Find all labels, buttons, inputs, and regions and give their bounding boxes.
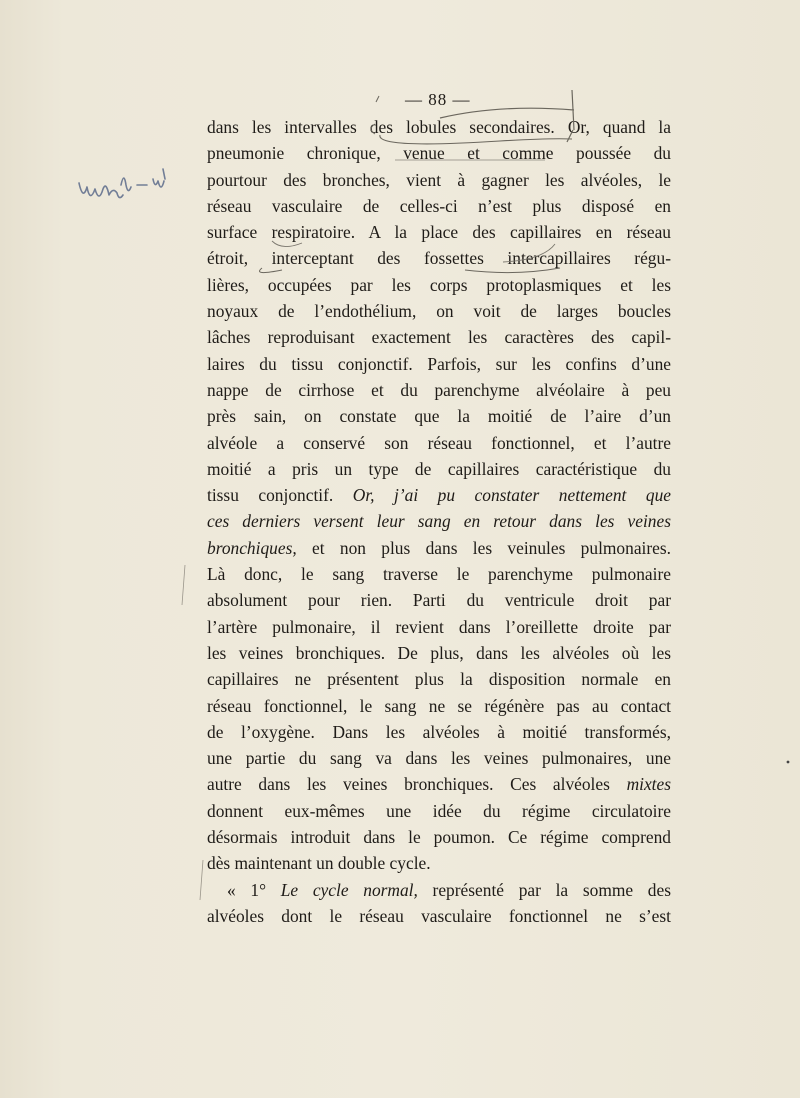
- text-segment: dans les intervalles des lobules secondaires. Or, quand la: [207, 117, 671, 137]
- text-segment: noyaux de l’endothélium, on voit de larges boucles: [207, 301, 671, 322]
- text-line: [207, 219, 671, 245]
- text-line: [207, 482, 671, 508]
- text-segment: alvéoles dont le réseau vasculaire fonctionnel ne s’est: [207, 905, 671, 926]
- text-line: [207, 745, 671, 771]
- text-segment: absolument pour rien. Parti du ventricule droit par: [207, 590, 671, 611]
- text-segment: moitié a pris un type de capillaires caractéristique du: [207, 458, 671, 479]
- text-segment: pneumonie chronique, venue et comme poussée du: [207, 143, 671, 164]
- text-segment: réseau vasculaire de celles-ci n’est plus disposé en: [207, 195, 671, 216]
- text-line: [207, 771, 671, 797]
- italic-text: bronchiques,: [207, 537, 297, 558]
- text-segment: étroit, interceptant des fossettes intercapillaires régu-: [207, 248, 671, 269]
- text-line: [207, 167, 671, 193]
- text-line: [207, 351, 671, 377]
- text-line: [207, 114, 671, 140]
- text-segment: capillaires ne présentent plus la disposition normale en: [207, 669, 671, 690]
- italic-text: Le cycle normal,: [280, 879, 418, 900]
- text-line: [207, 377, 671, 403]
- text-segment: Là donc, le sang traverse le parenchyme pulmonaire: [207, 564, 671, 585]
- text-segment: laires du tissu conjonctif. Parfois, sur les confins d’une: [207, 353, 671, 374]
- text-line: [207, 824, 671, 850]
- text-line: [207, 508, 671, 534]
- text-line: [207, 561, 671, 587]
- text-line: [207, 245, 671, 271]
- text-segment: lières, occupées par les corps protoplasmiques et les: [207, 274, 671, 295]
- text-line: [207, 456, 671, 482]
- text-line: [207, 403, 671, 429]
- text-segment: près sain, on constate que la moitié de l’aire d’un: [207, 406, 671, 427]
- text-segment: les veines bronchiques. De plus, dans les alvéoles où les: [207, 642, 671, 663]
- text-line: [207, 850, 671, 876]
- italic-text: ces derniers versent leur sang en retour dans les veines: [207, 511, 671, 532]
- text-line: [207, 587, 671, 613]
- text-segment: nappe de cirrhose et du parenchyme alvéolaire à peu: [207, 379, 671, 400]
- text-line: [207, 666, 671, 692]
- text-segment: tissu conjonctif.: [207, 485, 353, 506]
- text-line: [207, 272, 671, 298]
- text-segment: réseau fonctionnel, le sang ne se régénère pas au contact: [207, 695, 671, 716]
- text-segment: désormais introduit dans le poumon. Ce régime comprend: [207, 827, 671, 848]
- page-number: — 88 —: [405, 90, 471, 109]
- body-text: [207, 114, 671, 929]
- text-segment: de l’oxygène. Dans les alvéoles à moitié transformés,: [207, 721, 671, 742]
- text-line: [207, 719, 671, 745]
- text-line: [207, 430, 671, 456]
- text-line: [207, 140, 671, 166]
- text-segment: autre dans les veines bronchiques. Ces alvéoles: [207, 774, 627, 795]
- text-line: [207, 640, 671, 666]
- handwritten-margin-note: [75, 165, 190, 225]
- text-segment: « 1°: [227, 879, 281, 900]
- text-segment: surface respiratoire. A la place des capillaires en réseau: [207, 222, 671, 243]
- text-segment: l’artère pulmonaire, il revient dans l’oreillette droite par: [207, 616, 671, 637]
- text-line: [207, 903, 671, 929]
- italic-text: mixtes: [626, 774, 671, 795]
- text-segment: et non plus dans les veinules pulmonaires.: [296, 537, 671, 558]
- text-line: [207, 693, 671, 719]
- text-line: [207, 798, 671, 824]
- text-line: [207, 614, 671, 640]
- text-line: [207, 324, 671, 350]
- text-line: [207, 193, 671, 219]
- text-segment: alvéole a conservé son réseau fonctionnel, et l’autre: [207, 432, 671, 453]
- text-segment: représenté par la somme des: [417, 879, 671, 900]
- text-line: [207, 298, 671, 324]
- text-segment: pourtour des bronches, vient à gagner les alvéoles, le: [207, 169, 671, 190]
- text-segment: lâches reproduisant exactement les caractères des capil-: [207, 327, 671, 348]
- text-segment: donnent eux-mêmes une idée du régime circulatoire: [207, 800, 671, 821]
- text-line: [207, 877, 671, 903]
- text-segment: dès maintenant un double cycle.: [207, 853, 431, 874]
- text-segment: une partie du sang va dans les veines pulmonaires, une: [207, 748, 671, 769]
- italic-text: Or, j’ai pu constater nettement que: [352, 485, 671, 506]
- text-line: [207, 535, 671, 561]
